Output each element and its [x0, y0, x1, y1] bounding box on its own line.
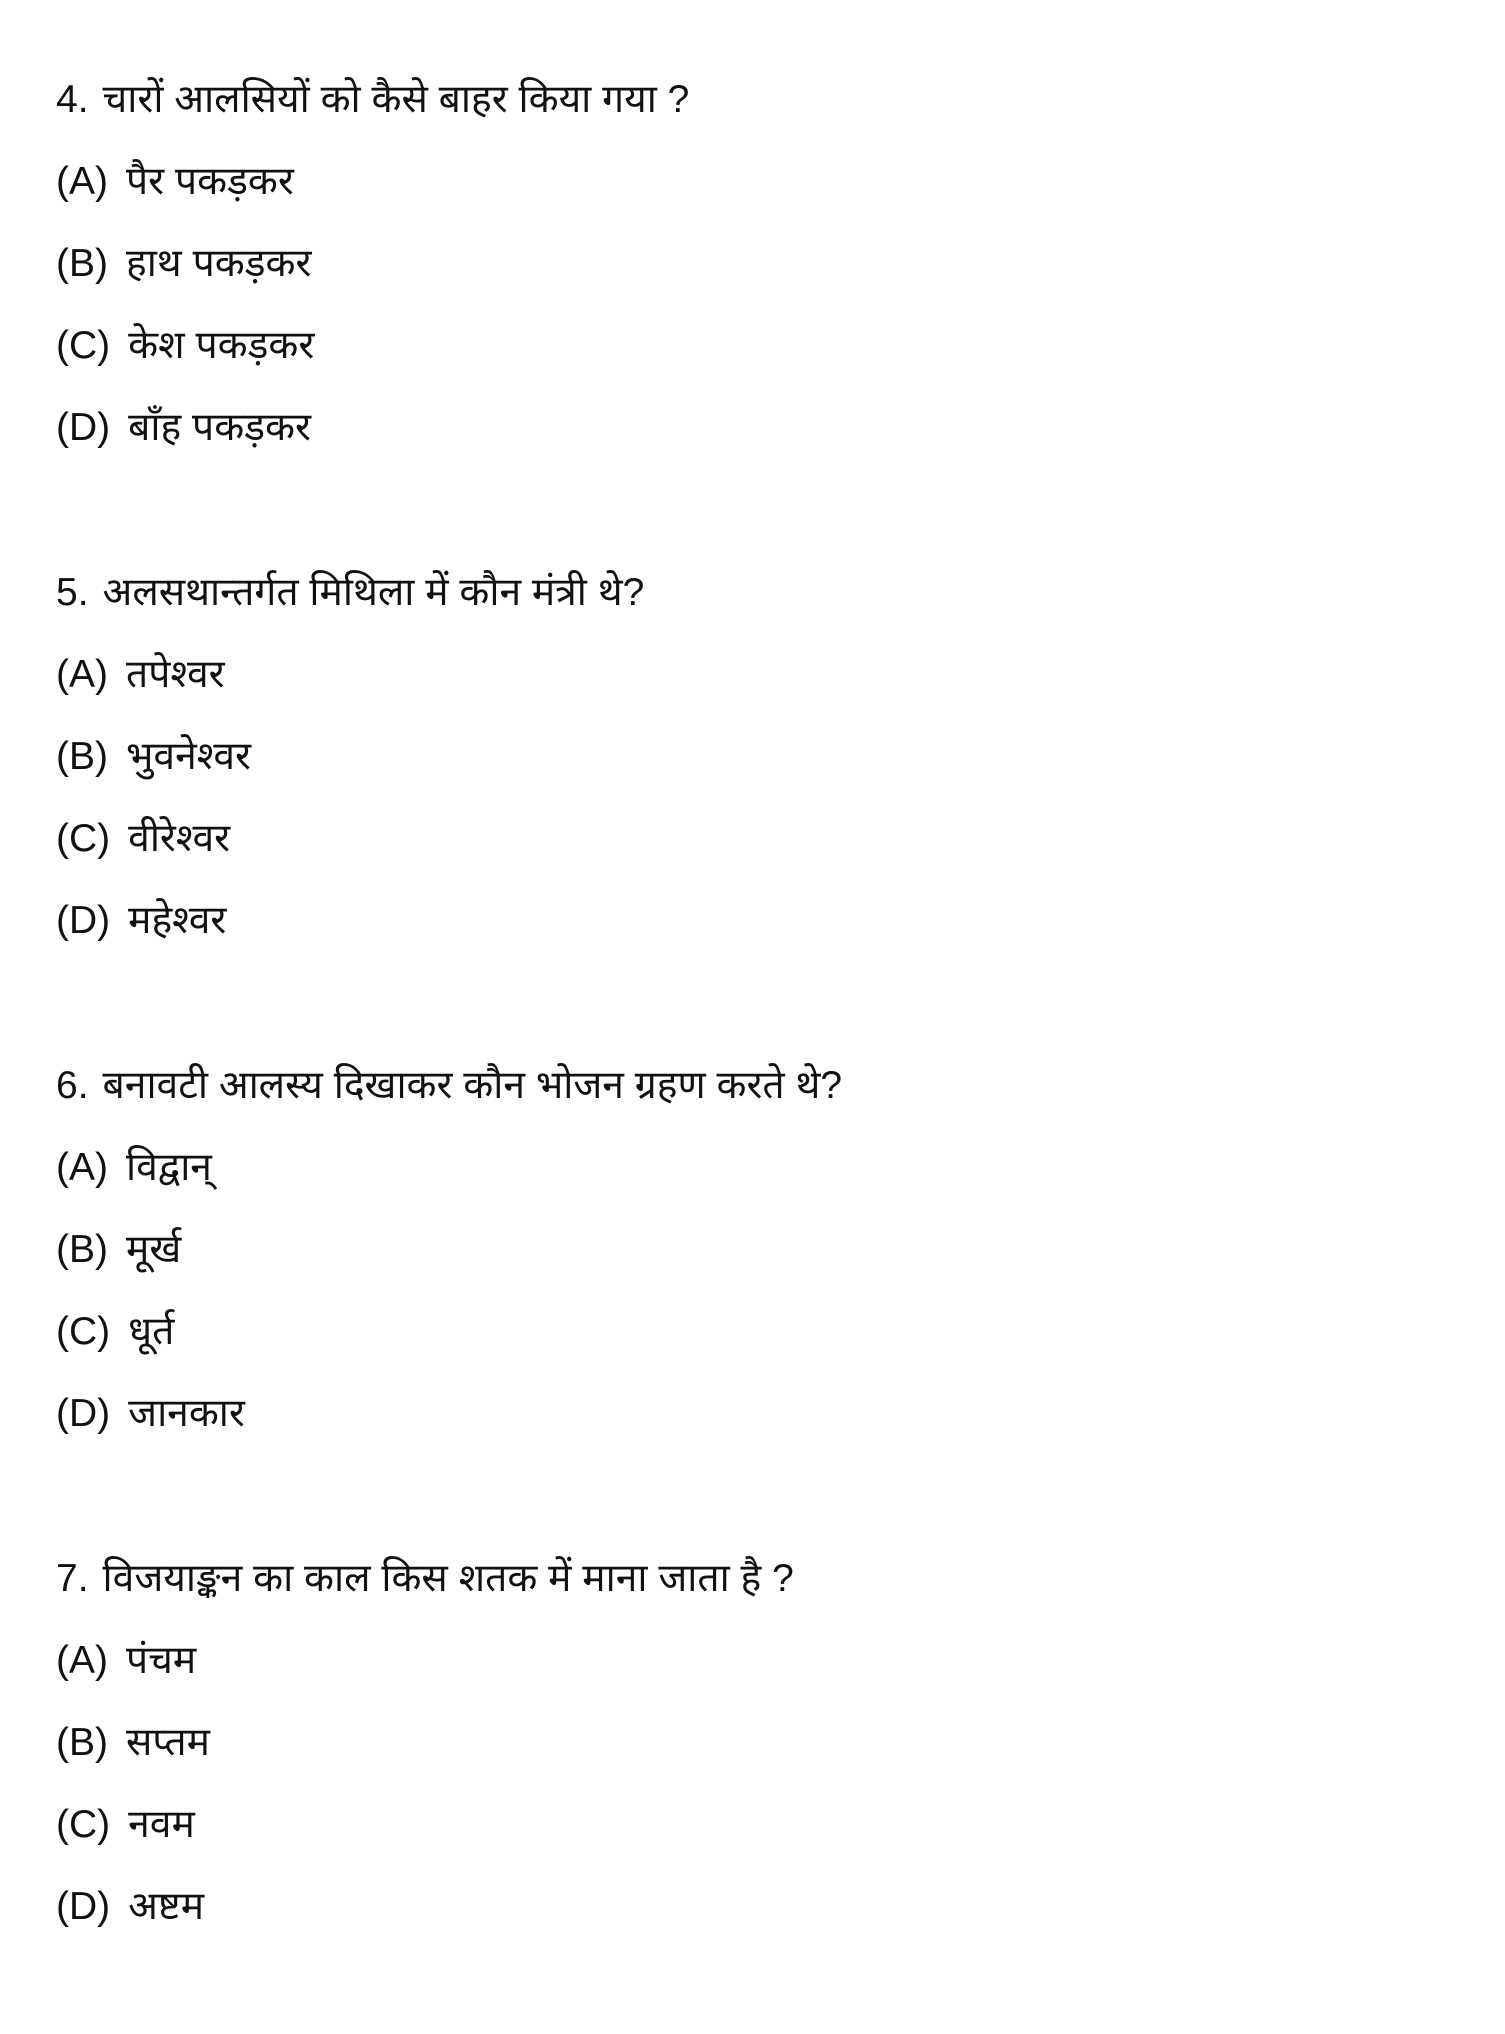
answer-option: [56, 716, 1465, 798]
answer-option: [56, 880, 1465, 962]
answer-option: [56, 1127, 1465, 1209]
option-text: पंचम: [126, 1639, 197, 1682]
option-label: (B): [56, 735, 108, 778]
option-text: जानकार: [128, 1392, 245, 1435]
question-text-line: [56, 59, 1465, 141]
option-text: केश पकड़कर: [128, 324, 315, 367]
option-label: (B): [56, 1228, 108, 1271]
question-text-line: [56, 552, 1465, 634]
question-block: [56, 1045, 1465, 1455]
answer-option: [56, 1373, 1465, 1455]
question-text: विजयाङ्कन का काल किस शतक में माना जाता है ?: [102, 1557, 794, 1600]
option-label: (C): [56, 1310, 111, 1353]
answer-option: [56, 798, 1465, 880]
answer-option: [56, 1866, 1465, 1948]
question-number: 4.: [56, 78, 89, 121]
option-text: तपेश्वर: [126, 653, 225, 696]
option-text: पैर पकड़कर: [126, 160, 294, 203]
answer-option: [56, 1620, 1465, 1702]
answer-option: [56, 1209, 1465, 1291]
option-text: भुवनेश्वर: [126, 735, 251, 778]
answer-option: [56, 1702, 1465, 1784]
option-label: (D): [56, 406, 111, 449]
option-text: धूर्त: [128, 1310, 175, 1353]
option-label: (A): [56, 1639, 108, 1682]
option-label: (C): [56, 1803, 111, 1846]
option-text: बाँह पकड़कर: [128, 406, 311, 449]
answer-option: [56, 141, 1465, 223]
question-text-line: [56, 1538, 1465, 1620]
question-block: [56, 59, 1465, 469]
question-number: 5.: [56, 571, 89, 614]
option-label: (D): [56, 899, 111, 942]
option-text: नवम: [128, 1803, 195, 1846]
answer-option: [56, 305, 1465, 387]
question-block: [56, 1538, 1465, 1948]
option-label: (D): [56, 1885, 111, 1928]
option-text: मूर्ख: [126, 1228, 182, 1271]
question-text: बनावटी आलस्य दिखाकर कौन भोजन ग्रहण करते थे?: [102, 1064, 843, 1107]
option-text: वीरेश्वर: [128, 817, 231, 860]
option-label: (B): [56, 1721, 108, 1764]
answer-option: [56, 387, 1465, 469]
question-number: 7.: [56, 1557, 89, 1600]
question-page: [56, 59, 1465, 2031]
answer-option: [56, 1291, 1465, 1373]
answer-option: [56, 634, 1465, 716]
question-block: [56, 552, 1465, 962]
question-number: 6.: [56, 1064, 89, 1107]
option-text: विद्वान्: [126, 1146, 212, 1189]
option-label: (A): [56, 653, 108, 696]
option-text: सप्तम: [126, 1721, 210, 1764]
option-text: महेश्वर: [128, 899, 227, 942]
question-text-line: [56, 1045, 1465, 1127]
answer-option: [56, 223, 1465, 305]
option-label: (D): [56, 1392, 111, 1435]
option-label: (A): [56, 1146, 108, 1189]
option-text: हाथ पकड़कर: [126, 242, 312, 285]
answer-option: [56, 1784, 1465, 1866]
question-text: चारों आलसियों को कैसे बाहर किया गया ?: [102, 78, 690, 121]
option-label: (A): [56, 160, 108, 203]
option-label: (C): [56, 324, 111, 367]
option-text: अष्टम: [128, 1885, 205, 1928]
option-label: (B): [56, 242, 108, 285]
option-label: (C): [56, 817, 111, 860]
question-text: अलसथान्तर्गत मिथिला में कौन मंत्री थे?: [102, 571, 645, 614]
